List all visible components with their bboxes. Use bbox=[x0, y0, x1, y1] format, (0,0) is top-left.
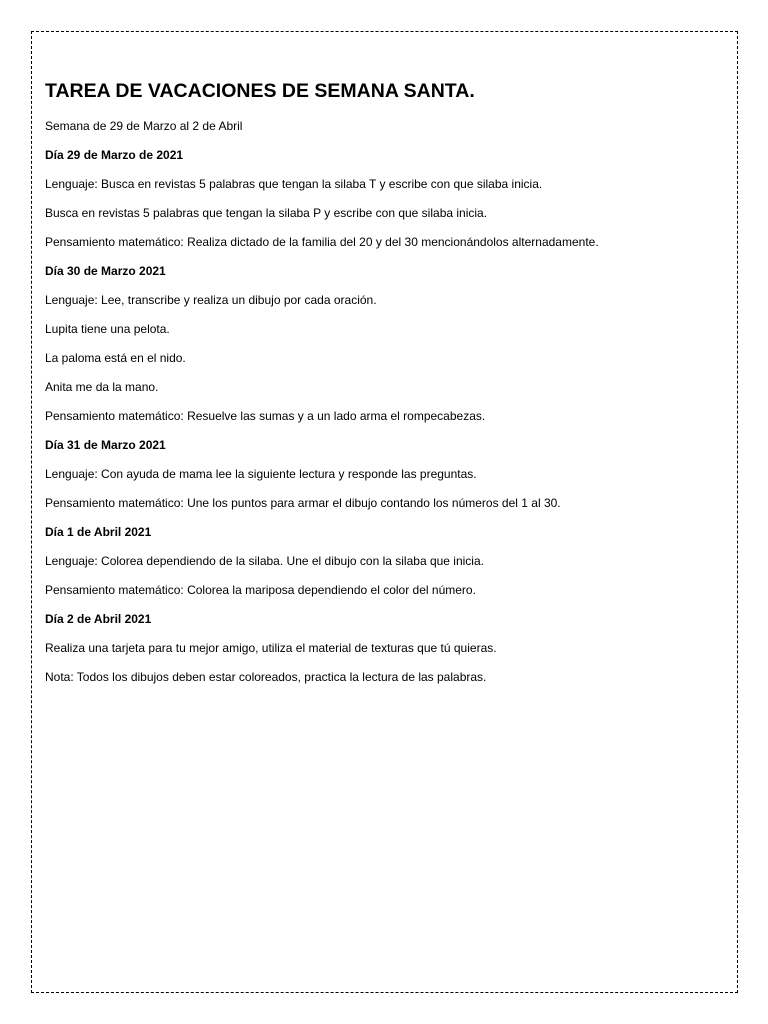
task-line: Pensamiento matemático: Colorea la mariposa dependiendo el color del número. bbox=[45, 583, 476, 597]
task-line: Busca en revistas 5 palabras que tengan la silaba P y escribe con que silaba inicia. bbox=[45, 206, 488, 220]
day-heading-29-marzo: Día 29 de Marzo de 2021 bbox=[45, 148, 184, 162]
task-line: Pensamiento matemático: Une los puntos para armar el dibujo contando los números del 1 al 30. bbox=[45, 496, 561, 510]
sentence-line: Anita me da la mano. bbox=[45, 380, 159, 394]
day-heading-1-abril: Día 1 de Abril 2021 bbox=[45, 525, 152, 539]
task-line: Lenguaje: Lee, transcribe y realiza un dibujo por cada oración. bbox=[45, 293, 377, 307]
task-line: Pensamiento matemático: Resuelve las sumas y a un lado arma el rompecabezas. bbox=[45, 409, 486, 423]
sentence-line: Lupita tiene una pelota. bbox=[45, 322, 170, 336]
task-line: Lenguaje: Busca en revistas 5 palabras que tengan la silaba T y escribe con que silaba inicia. bbox=[45, 177, 543, 191]
task-line: Lenguaje: Colorea dependiendo de la silaba. Une el dibujo con la silaba que inicia. bbox=[45, 554, 484, 568]
task-line: Pensamiento matemático: Realiza dictado de la familia del 20 y del 30 mencionándolos alternadamente. bbox=[45, 235, 599, 249]
document-title: TAREA DE VACACIONES DE SEMANA SANTA. bbox=[45, 80, 475, 102]
week-range-line: Semana de 29 de Marzo al 2 de Abril bbox=[45, 119, 243, 133]
note-line: Nota: Todos los dibujos deben estar coloreados, practica la lectura de las palabras. bbox=[45, 670, 487, 684]
task-line: Realiza una tarjeta para tu mejor amigo, utiliza el material de texturas que tú quieras. bbox=[45, 641, 497, 655]
task-line: Lenguaje: Con ayuda de mama lee la siguiente lectura y responde las preguntas. bbox=[45, 467, 477, 481]
day-heading-31-marzo: Día 31 de Marzo 2021 bbox=[45, 438, 166, 452]
document-body bbox=[45, 78, 735, 698]
day-heading-2-abril: Día 2 de Abril 2021 bbox=[45, 612, 152, 626]
sentence-line: La paloma está en el nido. bbox=[45, 351, 186, 365]
day-heading-30-marzo: Día 30 de Marzo 2021 bbox=[45, 264, 166, 278]
